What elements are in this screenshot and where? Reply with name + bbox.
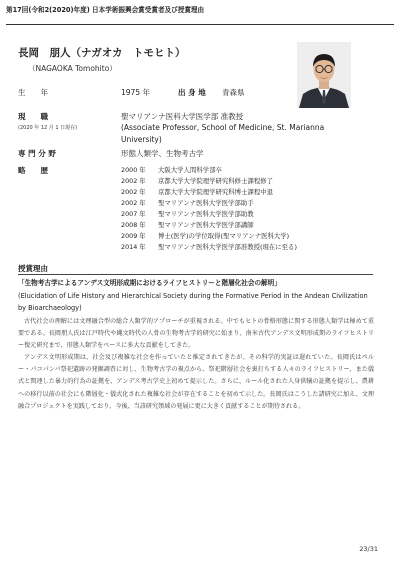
field-label: 専 門 分 野 (18, 149, 56, 158)
award-theme-en: (Elucidation of Life History and Hierarchical Society during the Formative Period in the Andean Civilization by Bioarchaeology) (18, 292, 368, 312)
field-value: 形態人類学、生物考古学 (121, 149, 204, 158)
history-text: 大阪大学人間科学部卒 (158, 166, 222, 174)
history-year: 2002 年 (121, 177, 146, 185)
award-reason-body (18, 316, 374, 413)
history-text: 京都大学大学院理学研究科博士課程中退 (158, 188, 274, 196)
history-text: 聖マリアンナ医科大学医学部准教授(現在に至る) (158, 243, 297, 251)
history-year: 2008 年 (121, 221, 146, 229)
history-text: 博士(医学)の学位取得(聖マリアンナ医科大学) (158, 232, 290, 240)
history-year: 2002 年 (121, 199, 146, 207)
award-theme-jp: 「生物考古学によるアンデス文明形成期におけるライフヒストリーと階層化社会の解明」 (18, 279, 281, 287)
history-label: 略 歴 (18, 166, 48, 175)
position-en-line1: (Associate Professor, School of Medicine, St. Marianna (121, 123, 325, 132)
origin-label: 出 身 地 (178, 88, 206, 97)
history-year: 2014 年 (121, 243, 146, 251)
history-year: 2007 年 (121, 210, 146, 218)
history-year: 2009 年 (121, 232, 146, 240)
history-text: 京都大学大学院理学研究科修士課程修了 (158, 177, 274, 185)
person-romaji: （NAGAOKA Tomohito） (28, 64, 117, 73)
origin-value: 青森県 (222, 88, 245, 97)
portrait-photo (297, 42, 351, 108)
history-text: 聖マリアンナ医科大学医学部助教 (158, 210, 254, 218)
birth-year: 1975 年 (121, 88, 150, 97)
reason-paragraph: アンデス文明形成期は、社会及び複雑な社会を作っていたと推定されてきたが、その科学的実証は遅れていた。長岡氏はペルー・パコパンパ祭祀遺跡の発掘調査に対し、生物考古学の視点から、祭祀階層社会を裏打ちする人々のライフヒストリー、また儀式と関連した暴力的行為の証拠を、アンデス考古学史上初めて提示した。さらに、ルール化された人身供犠の証拠を提示し、農耕への移行以前の社会にも階層化・儀式化された複雑な社会が存在することを初めて示した。長岡氏はこうした諸研究に加え、文理融合プロジェクトを実践しており、今後、当該研究領域の発展に更に大きく貢献することが期待される。 (18, 354, 374, 410)
history-year: 2002 年 (121, 188, 146, 196)
person-name: 長岡 朋人（ナガオカ トモヒト） (18, 47, 186, 59)
position-en-line2: University) (121, 135, 162, 144)
header-divider (6, 24, 394, 25)
birth-label: 生 年 (18, 88, 48, 97)
position-value: 聖マリアンナ医科大学医学部 准教授 (121, 112, 244, 121)
position-label: 現 職 (18, 112, 48, 121)
reason-paragraph: 古代社会の理解には文理融合型の総合人類学的アプローチが重視される。中でもヒトの骨格形態に関する形態人類学は極めて重要である。長岡朋人氏は江戸時代や縄文時代の人骨の生物考古学的研究に始まり、南米古代アンデス文明形成期のライフヒストリー復元研究まで、形態人類学をベースに多大な貢献をしてきた。 (18, 318, 374, 350)
position-date: (2020 年 12 月 1 日現在) (18, 125, 78, 131)
page-header: 第17回(令和2(2020)年度) 日本学術振興会賞受賞者及び授賞理由 (6, 6, 205, 14)
history-year: 2000 年 (121, 166, 146, 174)
history-text: 聖マリアンナ医科大学医学部講師 (158, 221, 254, 229)
page-number: 23/31 (359, 545, 378, 553)
award-section-title: 授賞理由 (18, 264, 48, 273)
history-text: 聖マリアンナ医科大学医学部助手 (158, 199, 254, 207)
section-divider (18, 274, 373, 275)
